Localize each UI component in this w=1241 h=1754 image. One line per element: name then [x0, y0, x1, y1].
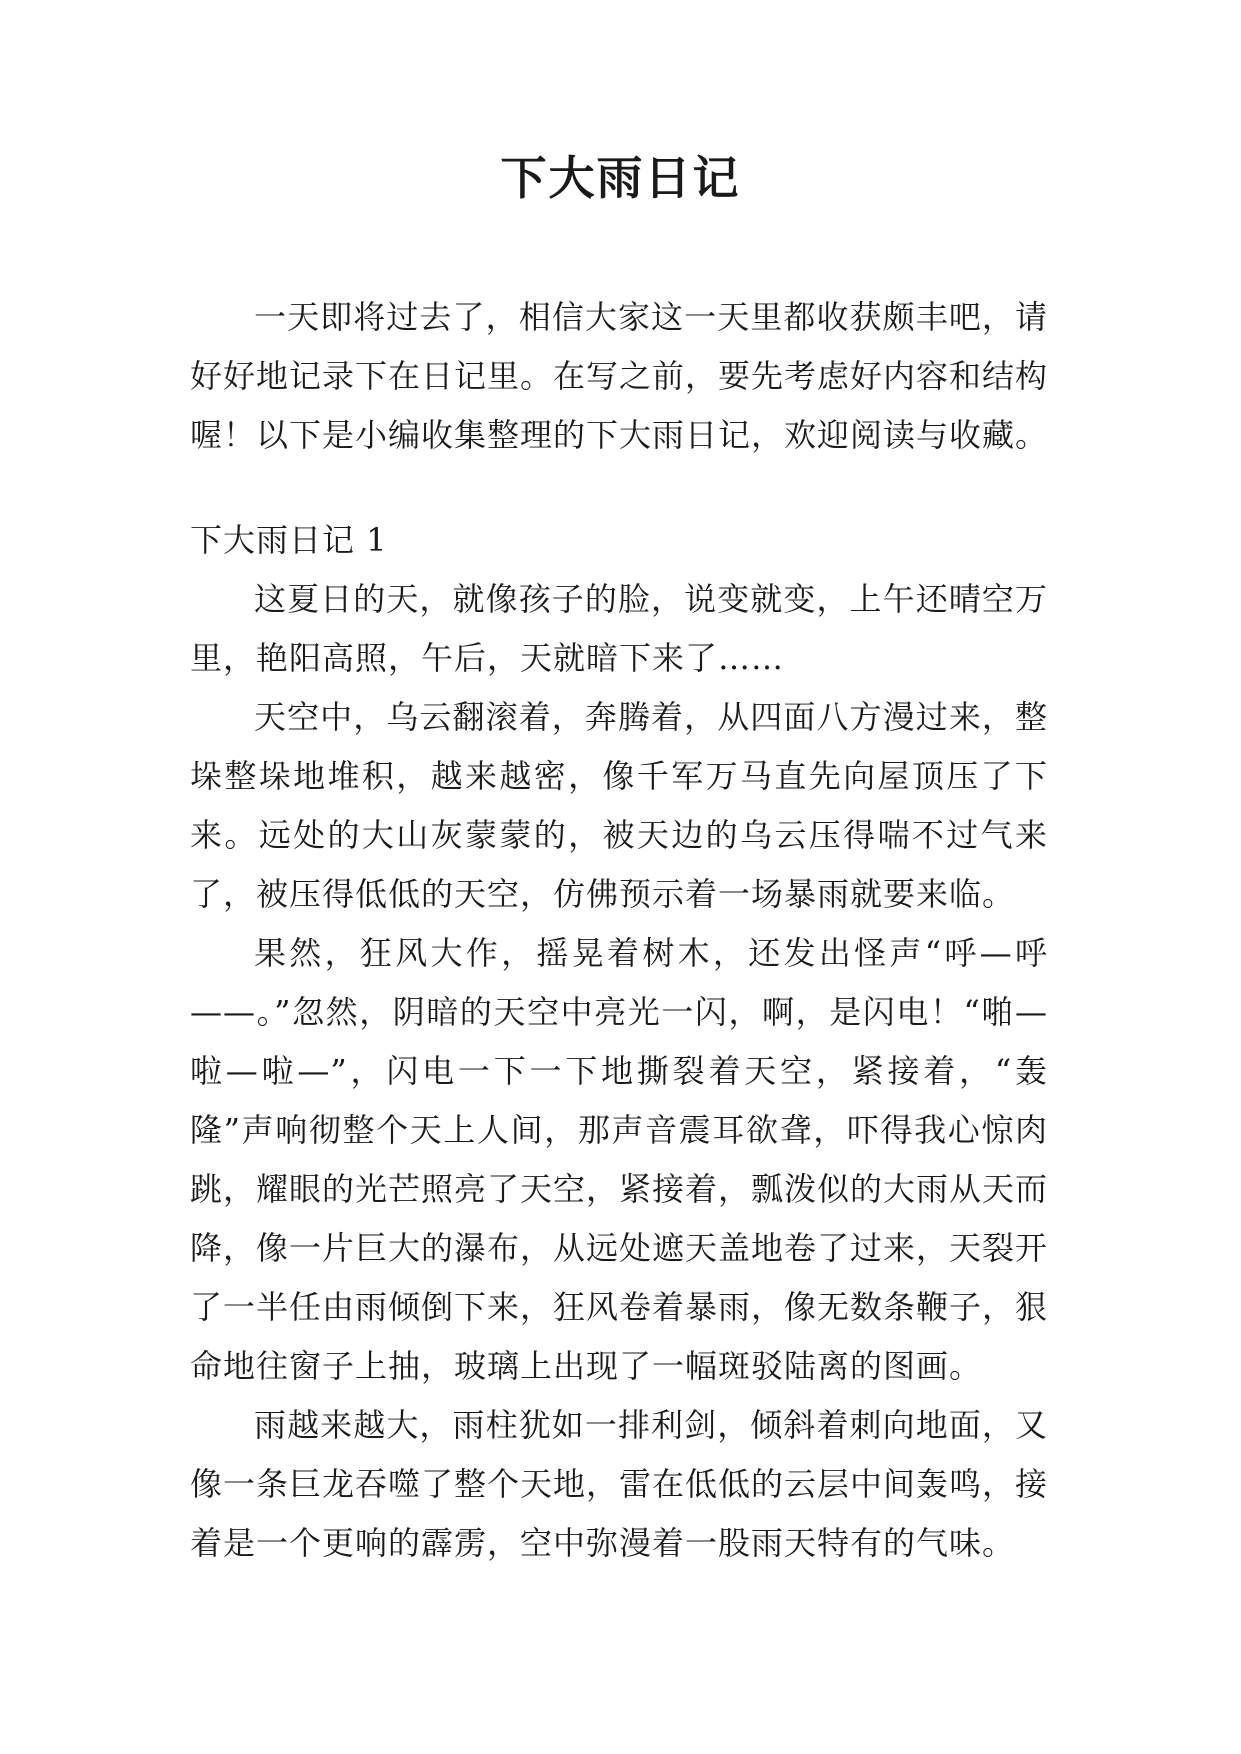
document-body: [190, 288, 1048, 1573]
body-paragraph: 雨越来越大，雨柱犹如一排利剑，倾斜着刺向地面，又像一条巨龙吞噬了整个天地，雷在低低的云层中间轰鸣，接着是一个更响的霹雳，空中弥漫着一股雨天特有的气味。: [190, 1406, 1049, 1562]
body-paragraph: 果然，狂风大作，摇晃着树木，还发出怪声“呼—呼——。”忽然，阴暗的天空中亮光一闪，啊，是闪电！“啪—啦—啦—”，闪电一下一下地撕裂着天空，紧接着，“轰隆”声响彻整个天上人间，那声音震耳欲聋，吓得我心惊肉跳，耀眼的光芒照亮了天空，紧接着，瓢泼似的大雨从天而降，像一片巨大的瀑布，从远处遮天盖地卷了过来，天裂开了一半任由雨倾倒下来，狂风卷着暴雨，像无数条鞭子，狠命地往窗子上抽，玻璃上出现了一幅斑驳陆离的图画。: [190, 934, 1049, 1385]
body-paragraph: 这夏日的天，就像孩子的脸，说变就变，上午还晴空万里，艳阳高照，午后，天就暗下来了……: [190, 580, 1048, 677]
body-paragraph: 天空中，乌云翻滚着，奔腾着，从四面八方漫过来，整垛整垛地堆积，越来越密，像千军万马直先向屋顶压了下来。远处的大山灰蒙蒙的，被天边的乌云压得喘不过气来了，被压得低低的天空，仿佛预示着一场暴雨就要来临。: [190, 698, 1048, 913]
intro-paragraph: 一天即将过去了，相信大家这一天里都收获颇丰吧，请好好地记录下在日记里。在写之前，要先考虑好内容和结构喔！以下是小编收集整理的下大雨日记，欢迎阅读与收藏。: [190, 298, 1049, 454]
section-heading: 下大雨日记 1: [190, 521, 388, 559]
page-title: 下大雨日记: [500, 151, 741, 205]
